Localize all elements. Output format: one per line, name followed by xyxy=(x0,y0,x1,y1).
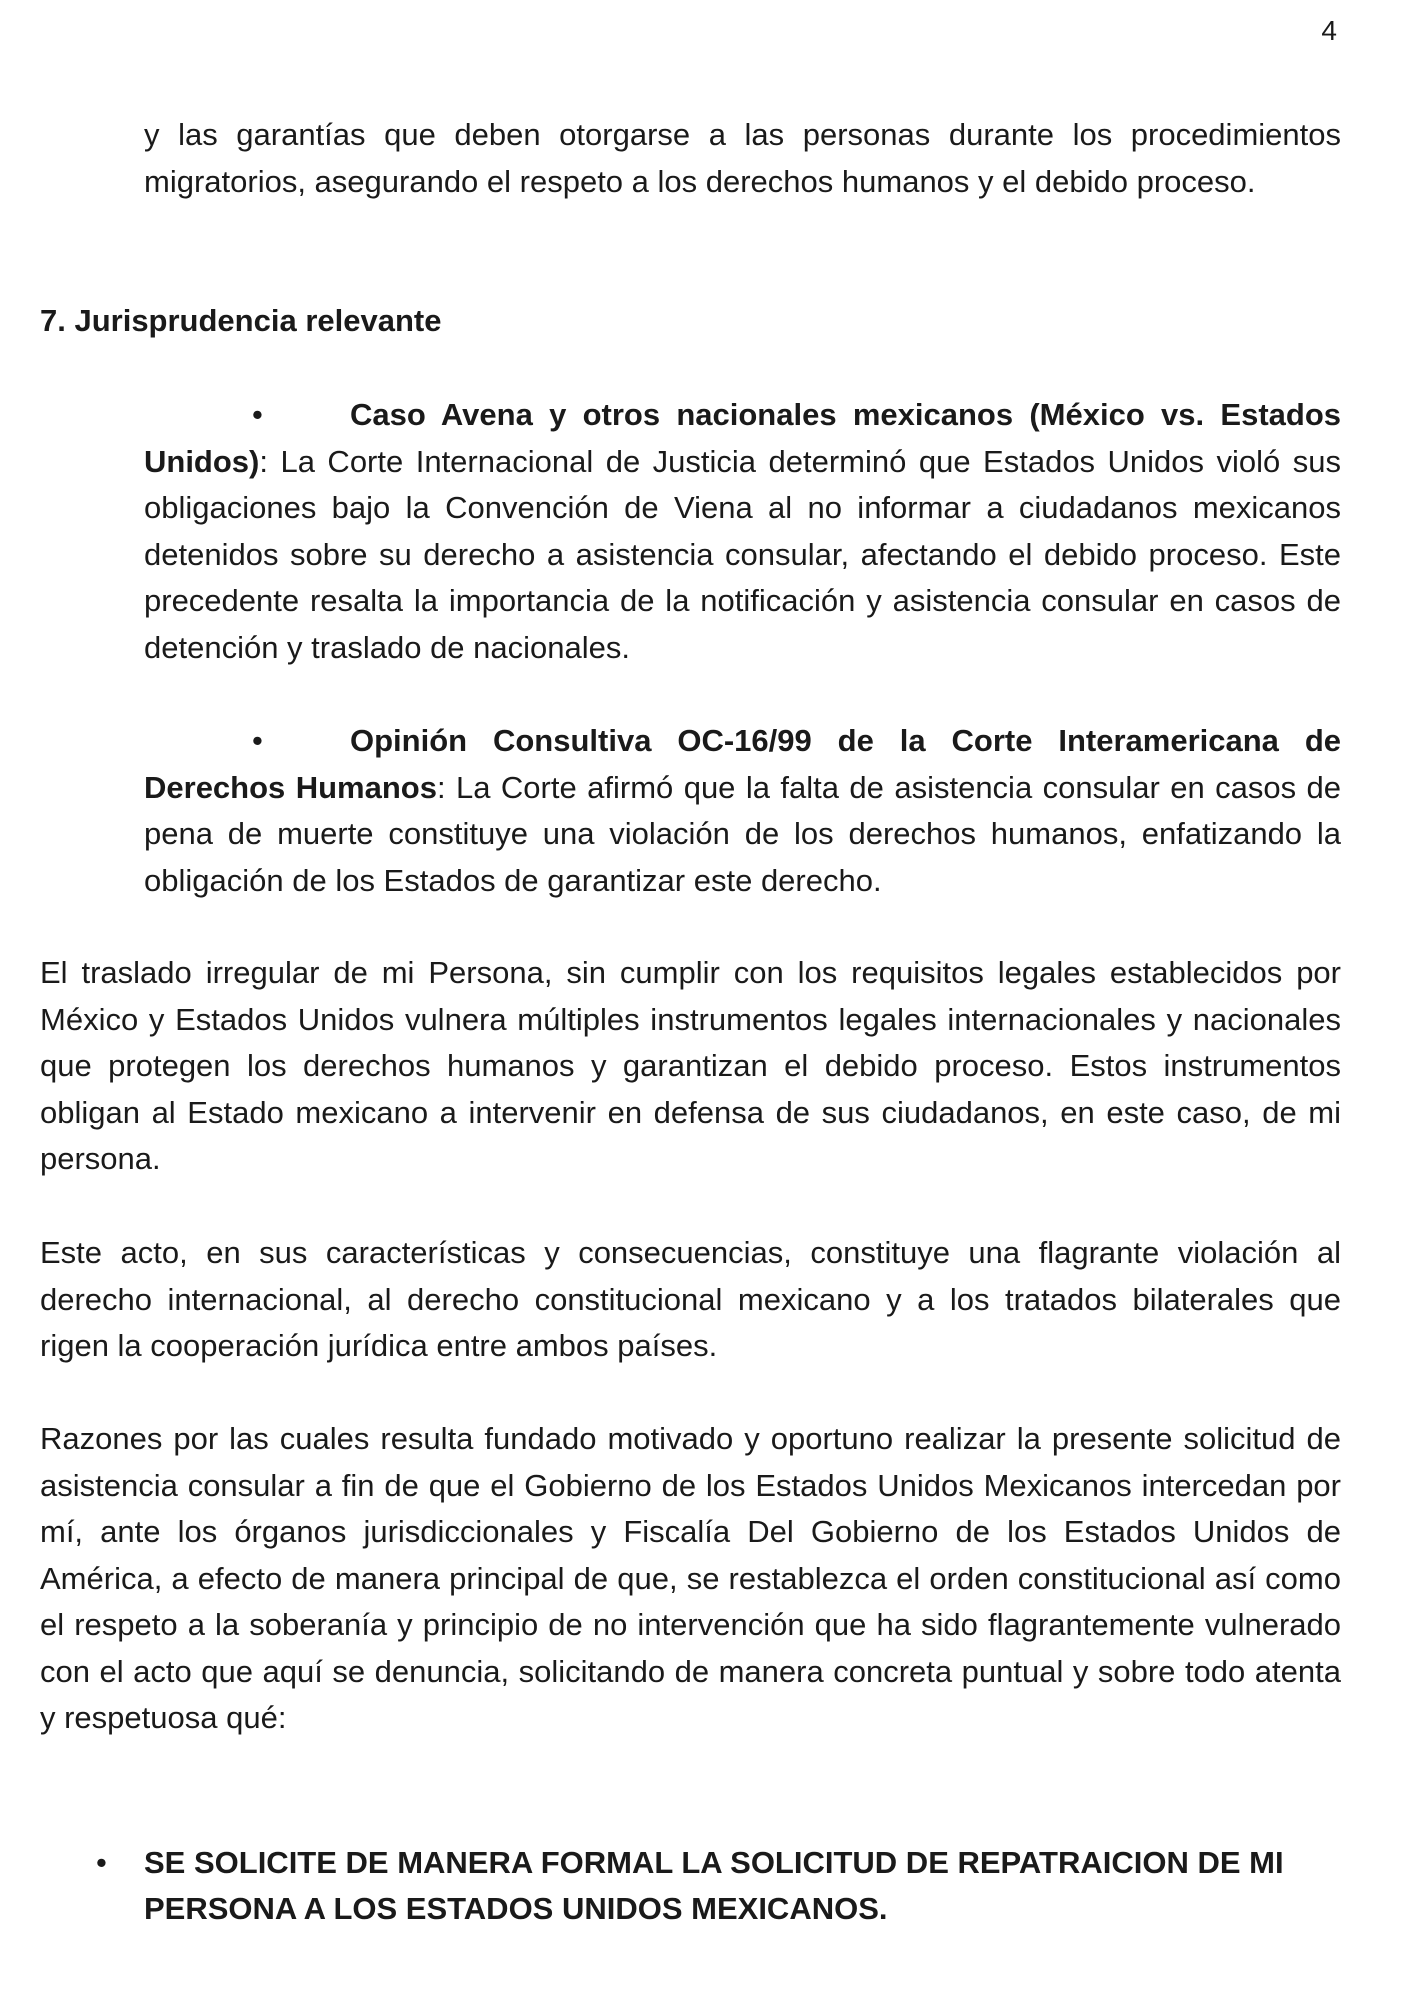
intro-paragraph: y las garantías que deben otorgarse a las personas durante los procedimientos migratorios, asegurando el respeto a los derechos humanos y el debido proceso. xyxy=(144,117,1341,199)
body-paragraph: Razones por las cuales resulta fundado motivado y oportuno realizar la presente solicitud de asistencia consular a fin de que el Gobierno de los Estados Unidos Mexicanos intercedan por mí, ante los órganos jurisdiccionales y Fiscalía Del Gobierno de los Estados Unidos de América, a efecto de manera principal de que, se restablezca el orden constitucional así como el respeto a la soberanía y principio de no intervención que ha sido flagrantemente vulnerado con el acto que aquí se denuncia, solicitando de manera concreta puntual y sobre todo atenta y respetuosa qué: xyxy=(40,1421,1341,1735)
jurisprudence-text: : La Corte Internacional de Justicia determinó que Estados Unidos violó sus obligaciones bajo la Convención de Viena al no informar a ciudadanos mexicanos detenidos sobre su derecho a asistencia consular, afectando el debido proceso. Este precedente resalta la importancia de la notificación y asistencia consular en casos de detención y traslado de nacionales. xyxy=(144,443,1341,665)
body-paragraph: El traslado irregular de mi Persona, sin cumplir con los requisitos legales establecidos por México y Estados Unidos vulnera múltiples instrumentos legales internacionales y nacionales que protegen los derechos humanos y garantizan el debido proceso. Estos instrumentos obligan al Estado mexicano a intervenir en defensa de sus ciudadanos, en este caso, de mi persona. xyxy=(40,955,1341,1176)
bullet-icon: • xyxy=(252,723,263,758)
jurisprudence-title: Opinión Consultiva OC-16/99 de la Corte Interamericana de Derechos Humanos xyxy=(144,723,1341,805)
repatriation-request xyxy=(96,1840,1341,1932)
jurisprudence-item xyxy=(144,718,1341,904)
body-paragraph: Este acto, en sus características y consecuencias, constituye una flagrante violación al derecho internacional, al derecho constitucional mexicano y a los tratados bilaterales que rigen la cooperación jurídica entre ambos países. xyxy=(40,1235,1341,1363)
request-text: SE SOLICITE DE MANERA FORMAL LA SOLICITUD DE REPATRAICION DE MI PERSONA A LOS ESTADOS UNIDOS MEXICANOS. xyxy=(144,1845,1284,1926)
page-number: 4 xyxy=(1321,15,1337,46)
bullet-icon: • xyxy=(96,1845,107,1880)
jurisprudence-item xyxy=(144,392,1341,671)
jurisprudence-title: Caso Avena y otros nacionales mexicanos (México vs. Estados Unidos) xyxy=(144,397,1341,479)
section-heading: 7. Jurisprudencia relevante xyxy=(40,303,442,338)
bullet-icon: • xyxy=(252,397,263,432)
jurisprudence-text: : La Corte afirmó que la falta de asistencia consular en casos de pena de muerte constituye una violación de los derechos humanos, enfatizando la obligación de los Estados de garantizar este derecho. xyxy=(144,769,1342,898)
